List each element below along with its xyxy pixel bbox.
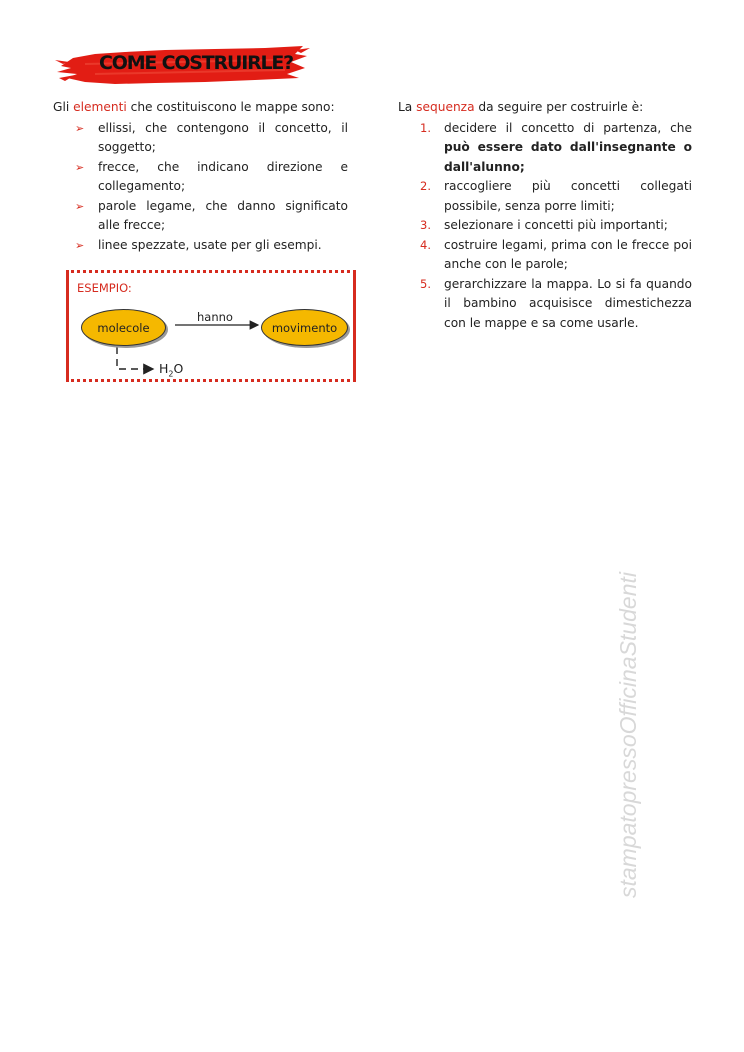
arrow-bullet-icon: ➢ [75,238,85,252]
formula-part: O [173,361,184,376]
list-item [398,275,692,334]
step-number: 4. [420,237,431,252]
step-text: selezionare i concetti più importanti; [444,218,668,232]
list-item-text: frecce, che indicano direzione e collegamento; [98,159,348,193]
right-column [398,98,692,333]
list-item [53,158,348,197]
title-banner [55,44,310,86]
page-title: COME COSTRUIRLE? [99,52,294,74]
list-item [53,119,348,158]
list-item [53,236,348,256]
node-molecole [81,309,166,346]
step-text: raccogliere più concetti collegati possibile, senza porre limiti; [444,179,692,213]
step-number: 2. [420,179,431,193]
intro-text-end: da seguire per costruirle è: [474,100,644,114]
intro-text-end: che costituiscono le mappe sono: [126,100,335,114]
intro-text: La [398,100,417,114]
list-item [398,216,692,236]
arrow-bullet-icon: ➢ [75,121,85,135]
h2o-label [159,361,183,379]
list-item-text: parole legame, che danno significato alle frecce; [98,198,348,232]
list-item-text: ellissi, che contengono il concetto, il soggetto; [98,120,348,154]
dashed-branch-arrow [117,347,153,369]
step-number: 5. [420,276,431,291]
left-column [53,98,348,255]
list-item-text: linee spezzate, usate per gli esempi. [98,237,322,252]
step-number: 1. [420,120,431,135]
step-text: gerarchizzare la mappa. Lo si fa quando il bambino acquisisce dimestichezza con le mappe e sa come usarle. [444,276,692,330]
example-label: ESEMPIO: [77,281,132,295]
node-label: molecole [97,320,150,335]
arrow-bullet-icon: ➢ [75,199,85,213]
intro-highlight: elementi [73,100,127,114]
formula-subscript: 2 [168,369,174,379]
step-text: decidere il concetto di partenza, che [444,120,692,135]
watermark: stampatopressoOfficinaStudenti [615,572,641,899]
sequence-intro [398,98,692,118]
steps-list [398,119,692,334]
elements-intro [53,98,348,118]
intro-text: Gli [53,100,74,114]
list-item [53,197,348,236]
elements-list [53,119,348,256]
intro-highlight: sequenza [416,100,475,114]
arrow-bullet-icon: ➢ [75,160,85,174]
list-item [398,177,692,216]
list-item [398,119,692,178]
step-text-bold: può essere dato dall'insegnante o dall'alunno; [444,140,692,174]
formula-part: H [159,361,169,376]
edge-label: hanno [197,310,233,324]
node-label: movimento [271,320,338,335]
step-number: 3. [420,218,431,232]
step-text: costruire legami, prima con le frecce poi anche con le parole; [444,237,692,271]
node-movimento [261,309,348,346]
example-box [66,270,356,382]
list-item [398,236,692,275]
